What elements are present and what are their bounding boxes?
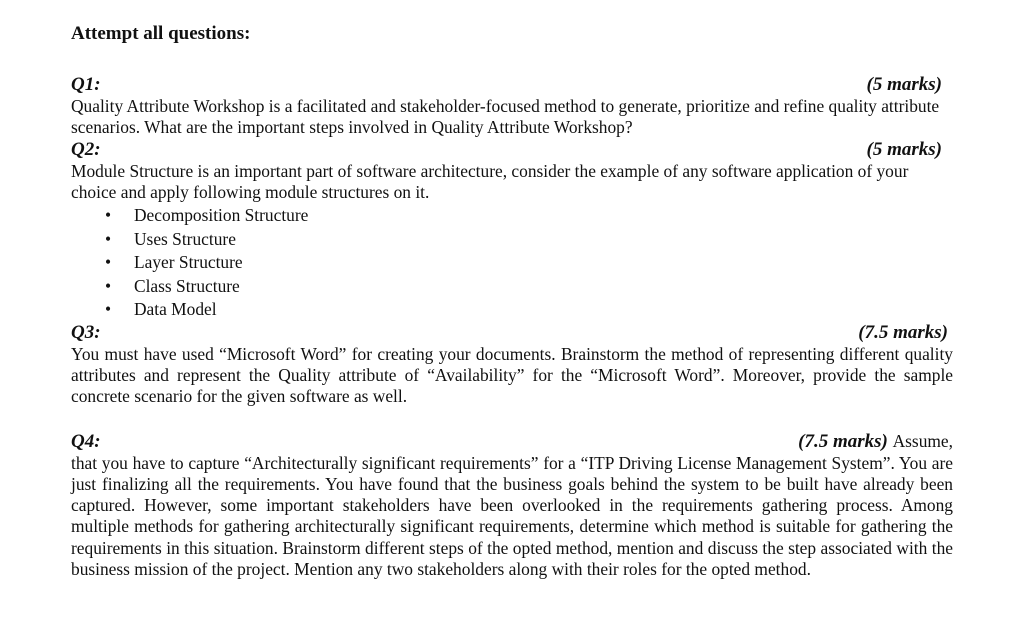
q3-marks: (7.5 marks): [858, 321, 948, 343]
q2-text: Module Structure is an important part of software architecture, consider the example of any software application of your choice and apply following module structures on it.: [71, 160, 909, 202]
list-item-text: Class Structure: [134, 275, 240, 296]
bullet-icon: •: [105, 252, 112, 273]
q2-header: [71, 139, 953, 161]
q4-header: [71, 430, 953, 453]
q1-marks: (5 marks): [866, 74, 942, 95]
q4-marks-wrap: [798, 430, 953, 453]
q2-marks: (5 marks): [866, 138, 942, 160]
q2-label: Q2:: [71, 138, 101, 160]
list-item-text: Data Model: [134, 299, 217, 320]
q4-text: that you have to capture “Architecturally significant requirements” for a “ITP Driving License Management System”. You are just finalizing all the requirements. You have found that the business goals behind the system to be built have already been captured. However, some important stakeholders have been overlooked in the requirements gathering process. Among multiple methods for gathering architecturally significant requirements, determine which method is suitable for gathering the requirements in this situation. Brainstorm different steps of the opted method, mention and discuss the step associated with the business mission of the project. Mention any two stakeholders along with their roles for the opted method.: [71, 452, 953, 580]
q1-header: [71, 74, 953, 96]
q1-label: Q1:: [71, 74, 101, 95]
module-structure-list: [71, 204, 953, 322]
q3-header: [71, 322, 953, 344]
bullet-icon: •: [105, 275, 112, 296]
list-item: [71, 275, 953, 299]
q4-marks: (7.5 marks): [798, 430, 888, 452]
q4-lead-text: Assume,: [892, 430, 953, 451]
list-item: [71, 298, 953, 322]
bullet-icon: •: [105, 299, 112, 320]
list-item: [71, 251, 953, 275]
list-item: [71, 204, 953, 228]
q3-text: You must have used “Microsoft Word” for creating your documents. Brainstorm the method of representing different quality attributes and represent the Quality attribute of “Availability” for the “Microsoft Word”. Moreover, provide the sample concrete scenario for the given software as well.: [71, 343, 953, 407]
list-item-text: Uses Structure: [134, 228, 236, 249]
q3-label: Q3:: [71, 321, 101, 343]
section-spacer: [71, 408, 953, 430]
exam-page: [71, 20, 953, 580]
bullet-icon: •: [105, 205, 112, 226]
page-heading: Attempt all questions:: [71, 23, 251, 44]
q1-text: Quality Attribute Workshop is a facilitated and stakeholder-focused method to generate, prioritize and refine quality attribute scenarios. What are the important steps involved in Quality Attribute Workshop?: [71, 96, 940, 138]
q4-label: Q4:: [71, 430, 101, 452]
bullet-icon: •: [105, 228, 112, 249]
list-item-text: Layer Structure: [134, 252, 243, 273]
list-item: [71, 228, 953, 252]
list-item-text: Decomposition Structure: [134, 205, 309, 226]
